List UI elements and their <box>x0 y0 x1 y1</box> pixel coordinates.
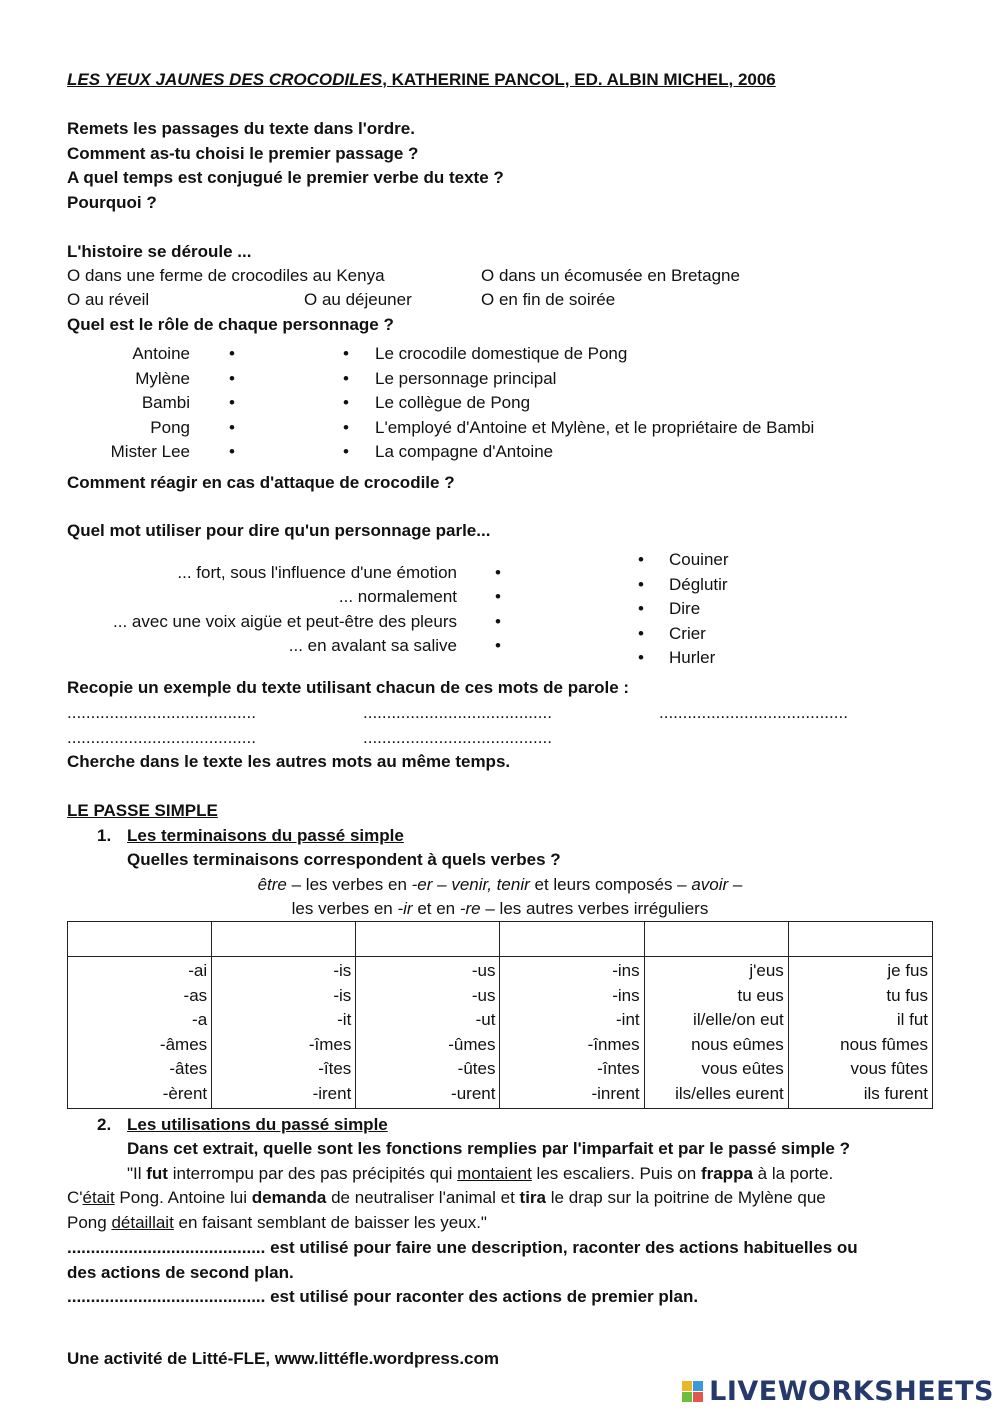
role-desc-crocodile: Le crocodile domestique de Pong <box>375 344 628 363</box>
quote-text: le drap sur la poitrine de Mylène que <box>546 1188 826 1207</box>
liveworksheets-wordmark: LIVEWORKSHEETS <box>709 1376 994 1407</box>
ending: vous eûtes <box>701 1059 784 1078</box>
match-dot[interactable] <box>638 648 644 668</box>
footer-credit: Une activité de Litté-FLE, www.littéfle.wordpress.com <box>67 1349 500 1368</box>
option-reveil[interactable]: O au réveil <box>67 290 150 309</box>
match-dot[interactable] <box>229 442 235 462</box>
speech-desc-loud: ... fort, sous l'influence d'une émotion <box>177 563 457 582</box>
setting-question: L'histoire se déroule ... <box>67 242 252 261</box>
option-dejeuner[interactable]: O au déjeuner <box>304 290 412 309</box>
ending: -âmes <box>159 1034 208 1054</box>
section2-question: Dans cet extrait, quelle sont les fonctions remplies par l'imparfait et par le passé simple ? <box>127 1139 850 1158</box>
quote-verb-underlined: montaient <box>457 1164 532 1183</box>
section1-title: Les terminaisons du passé simple <box>127 826 404 845</box>
verb-group-text: – <box>432 875 452 894</box>
ending: -us <box>471 985 496 1005</box>
answer-blank[interactable]: ........................................ <box>67 728 256 747</box>
ending: -urent <box>451 1083 496 1103</box>
ending: -us <box>471 961 496 980</box>
answer-text: est utilisé pour raconter des actions de premier plan. <box>265 1287 699 1306</box>
match-dot[interactable] <box>343 393 349 413</box>
attack-question: Comment réagir en cas d'attaque de crocodile ? <box>67 473 455 492</box>
answer-blank[interactable]: ........................................ <box>363 728 552 747</box>
role-desc-main: Le personnage principal <box>375 369 557 388</box>
role-name-mister-lee: Mister Lee <box>110 442 190 461</box>
option-soiree[interactable]: O en fin de soirée <box>481 290 616 309</box>
ending: -înmes <box>587 1034 640 1054</box>
verb-group-venir: venir, tenir <box>451 875 530 894</box>
role-desc-employee: L'employé d'Antoine et Mylène, et le propriétaire de Bambi <box>375 418 815 437</box>
endings-column <box>356 957 500 1109</box>
ending: -ûtes <box>457 1059 496 1078</box>
speech-desc-swallow: ... en avalant sa salive <box>288 636 457 655</box>
copy-instruction: Recopie un exemple du texte utilisant chacun de ces mots de parole : <box>67 678 630 697</box>
header-drop-zone[interactable] <box>68 922 212 957</box>
answer-blank[interactable]: .......................................... <box>67 1287 266 1306</box>
question-why: Pourquoi ? <box>67 193 157 212</box>
quote-text: les escaliers. Puis on <box>531 1164 701 1183</box>
speech-desc-high: ... avec une voix aigüe et peut-être des pleurs <box>113 612 457 631</box>
verb-dire: Dire <box>669 599 701 618</box>
verb-crier: Crier <box>669 624 706 643</box>
header-drop-zone[interactable] <box>788 922 932 957</box>
ending: -int <box>616 1010 640 1029</box>
answer-text: est utilisé pour faire une description, raconter des actions habituelles ou <box>265 1238 858 1257</box>
endings-column <box>644 957 788 1109</box>
quote-text: C' <box>67 1188 83 1207</box>
section1-question: Quelles terminaisons correspondent à quels verbes ? <box>127 850 561 869</box>
question-order: Remets les passages du texte dans l'ordre. <box>67 119 415 138</box>
ending: -ai <box>188 961 208 980</box>
question-first-passage: Comment as-tu choisi le premier passage ? <box>67 144 419 163</box>
ending: -èrent <box>162 1083 208 1103</box>
quote-text: Pong <box>67 1213 112 1232</box>
verb-deglutir: Déglutir <box>669 575 728 594</box>
speech-desc-normal: ... normalement <box>338 587 457 606</box>
verb-group-er: -er <box>411 875 433 894</box>
endings-table <box>67 921 933 1109</box>
answer-blank[interactable]: ........................................ <box>659 703 848 722</box>
quote-line-2 <box>67 1188 826 1208</box>
verb-group-text: les verbes en <box>291 899 398 918</box>
find-instruction: Cherche dans le texte les autres mots au même temps. <box>67 752 511 771</box>
ending: tu fus <box>886 985 928 1005</box>
ending: -îtes <box>318 1059 352 1078</box>
match-dot[interactable] <box>638 624 644 644</box>
ending: -a <box>192 1010 208 1029</box>
quote-verb-bold: tira <box>519 1188 547 1207</box>
header-drop-zone[interactable] <box>500 922 644 957</box>
match-dot[interactable] <box>495 563 501 583</box>
liveworksheets-logo-icon <box>682 1381 703 1402</box>
ending: ils/elles eurent <box>675 1083 784 1103</box>
header-drop-zone[interactable] <box>644 922 788 957</box>
ending: il fut <box>896 1010 928 1029</box>
quote-text: de neutraliser l'animal et <box>326 1188 520 1207</box>
ending: -ins <box>612 985 640 1005</box>
book-meta: , KATHERINE PANCOL, ED. ALBIN MICHEL, 2006 <box>382 70 776 89</box>
ending: -as <box>183 985 208 1005</box>
verb-groups-line-2 <box>0 899 1000 919</box>
match-dot[interactable] <box>229 393 235 413</box>
answer-blank[interactable]: ........................................ <box>363 703 552 722</box>
match-dot[interactable] <box>638 550 644 570</box>
ending: -inrent <box>591 1083 640 1103</box>
quote-verb-underlined: détaillait <box>111 1213 174 1232</box>
match-dot[interactable] <box>343 344 349 364</box>
verb-group-ir: -ir <box>397 899 413 918</box>
match-dot[interactable] <box>343 442 349 462</box>
quote-verb-bold: demanda <box>251 1188 327 1207</box>
answer-imparfait <box>67 1238 858 1258</box>
verb-group-text: – les verbes en <box>286 875 412 894</box>
ending: tu eus <box>737 985 784 1005</box>
section2-number: 2. <box>97 1115 112 1134</box>
match-dot[interactable] <box>495 612 501 632</box>
quote-text: Pong. Antoine lui <box>114 1188 252 1207</box>
role-desc-colleague: Le collègue de Pong <box>375 393 531 412</box>
answer-passe-simple <box>67 1287 698 1307</box>
answer-imparfait-cont: des actions de second plan. <box>67 1263 294 1282</box>
ending: -ûmes <box>448 1034 496 1054</box>
ending: il/elle/on eut <box>693 1010 784 1029</box>
endings-column <box>212 957 356 1109</box>
ending: -ins <box>612 961 640 980</box>
role-name-mylene: Mylène <box>135 369 190 388</box>
endings-column <box>788 957 932 1109</box>
roles-question: Quel est le rôle de chaque personnage ? <box>67 315 394 334</box>
ending: j'eus <box>749 961 784 980</box>
role-desc-companion: La compagne d'Antoine <box>375 442 554 461</box>
verb-group-text: – les autres verbes irréguliers <box>480 899 709 918</box>
quote-text: interrompu par des pas précipités qui <box>167 1164 458 1183</box>
quote-line-3 <box>67 1213 487 1233</box>
section1-number: 1. <box>97 826 112 845</box>
role-name-pong: Pong <box>150 418 190 437</box>
match-dot[interactable] <box>229 344 235 364</box>
match-dot[interactable] <box>495 587 501 607</box>
speech-question: Quel mot utiliser pour dire qu'un personnage parle... <box>67 521 491 540</box>
quote-line-1 <box>127 1164 833 1184</box>
ending: je fus <box>887 961 928 980</box>
ending: -is <box>333 961 352 980</box>
verb-group-text: – <box>728 875 743 894</box>
quote-verb-bold: frappa <box>700 1164 753 1183</box>
liveworksheets-watermark <box>682 1376 994 1407</box>
question-tense: A quel temps est conjugué le premier verbe du texte ? <box>67 168 504 187</box>
match-dot[interactable] <box>343 369 349 389</box>
header-drop-zone[interactable] <box>356 922 500 957</box>
role-name-bambi: Bambi <box>141 393 190 412</box>
answer-blank[interactable]: ........................................ <box>67 703 256 722</box>
verb-group-text: et leurs composés – <box>529 875 692 894</box>
document-title <box>67 70 776 90</box>
verb-group-etre: être <box>257 875 287 894</box>
match-dot[interactable] <box>638 599 644 619</box>
option-bretagne[interactable]: O dans un écomusée en Bretagne <box>481 266 740 285</box>
quote-verb-underlined: était <box>82 1188 115 1207</box>
book-title: LES YEUX JAUNES DES CROCODILES <box>67 70 383 89</box>
match-dot[interactable] <box>638 575 644 595</box>
ending: -ut <box>475 1010 496 1029</box>
endings-column <box>68 957 212 1109</box>
match-dot[interactable] <box>229 369 235 389</box>
verb-group-avoir: avoir <box>691 875 729 894</box>
match-dot[interactable] <box>343 418 349 438</box>
header-drop-zone[interactable] <box>212 922 356 957</box>
section2-title: Les utilisations du passé simple <box>127 1115 388 1134</box>
quote-verb-bold: fut <box>146 1164 168 1183</box>
ending: -îmes <box>308 1034 352 1054</box>
ending: vous fûtes <box>850 1059 928 1078</box>
verb-hurler: Hurler <box>669 648 716 667</box>
ending: -âtes <box>169 1059 208 1078</box>
verb-couiner: Couiner <box>669 550 729 569</box>
answer-blank[interactable]: .......................................... <box>67 1238 266 1257</box>
ending: -întes <box>597 1059 640 1078</box>
ending: -it <box>337 1010 352 1029</box>
verb-groups-line-1 <box>0 875 1000 895</box>
verb-group-re: -re <box>459 899 481 918</box>
ending: nous eûmes <box>691 1034 784 1054</box>
option-kenya[interactable]: O dans une ferme de crocodiles au Kenya <box>67 266 385 285</box>
quote-text: "Il <box>127 1164 147 1183</box>
role-name-antoine: Antoine <box>132 344 190 363</box>
ending: nous fûmes <box>840 1034 928 1054</box>
quote-text: en faisant semblant de baisser les yeux." <box>173 1213 487 1232</box>
match-dot[interactable] <box>229 418 235 438</box>
ending: -is <box>333 985 352 1005</box>
match-dot[interactable] <box>495 636 501 656</box>
ending: ils furent <box>863 1083 928 1103</box>
ending: -irent <box>312 1083 352 1103</box>
section-heading: LE PASSE SIMPLE <box>67 801 218 820</box>
verb-group-text: et en <box>412 899 460 918</box>
quote-text: à la porte. <box>752 1164 834 1183</box>
endings-column <box>500 957 644 1109</box>
